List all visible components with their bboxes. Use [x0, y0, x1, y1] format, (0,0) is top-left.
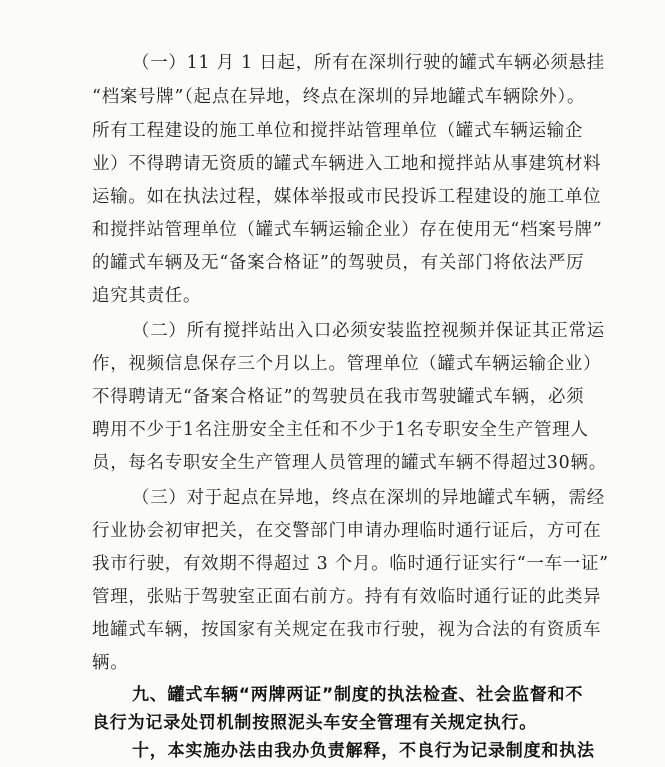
section-10-line-1: 十，本实施办法由我办负责解释，不良行为记录制度和执法	[132, 741, 595, 761]
paragraph-2-line-4: 聘用不少于1名注册安全主任和不少于1名专职安全生产管理人	[92, 420, 589, 440]
paragraph-1-line-5: 运输。如在执法过程，媒体举报或市民投诉工程建设的施工单位	[92, 187, 602, 207]
paragraph-3-line-6: 辆。	[92, 653, 129, 673]
paragraph-1-line-6: 和搅拌站管理单位（罐式车辆运输企业）存在使用无“档案号牌”	[92, 220, 603, 240]
paragraph-1-line-3: 所有工程建设的施工单位和搅拌站管理单位（罐式车辆运输企	[92, 121, 584, 141]
paragraph-3-line-4: 管理，张贴于驾驶室正面右前方。持有有效临时通行证的此类异	[92, 587, 602, 607]
section-9-line-2: 良行为记录处罚机制按照泥头车安全管理有关规定执行。	[92, 713, 537, 733]
paragraph-3-line-2: 行业协会初审把关，在交警部门申请办理临时通行证后，方可在	[92, 521, 602, 541]
paragraph-1-line-8: 追究其责任。	[92, 286, 202, 306]
paragraph-1-line-7: 的罐式车辆及无“备案合格证”的驾驶员，有关部门将依法严厉	[92, 253, 585, 273]
paragraph-2-line-3: 不得聘请无“备案合格证”的驾驶员在我市驾驶罐式车辆，必须	[92, 387, 585, 407]
paragraph-2-line-1: （二）所有搅拌站出入口必须安装监控视频并保证其正常运	[132, 321, 605, 341]
paragraph-1-line-2: “档案号牌”（起点在异地，终点在深圳的异地罐式车辆除外）。	[92, 87, 586, 107]
paragraph-1-line-4: 业）不得聘请无资质的罐式车辆进入工地和搅拌站从事建筑材料	[92, 154, 602, 174]
paragraph-3-line-5: 地罐式车辆，按国家有关规定在我市行驶，视为合法的有资质车	[92, 620, 602, 640]
section-9-line-1: 九、罐式车辆“两牌两证”制度的执法检查、社会监督和不	[132, 685, 584, 705]
paragraph-1-line-1: （一）11 月 1 日起，所有在深圳行驶的罐式车辆必须悬挂	[132, 53, 605, 73]
paragraph-2-line-2: 作，视频信息保存三个月以上。管理单位（罐式车辆运输企业）	[92, 354, 602, 374]
paragraph-3-line-3: 我市行驶，有效期不得超过 3 个月。临时通行证实行“一车一证”	[92, 554, 609, 574]
paragraph-3-line-1: （三）对于起点在异地，终点在深圳的异地罐式车辆，需经	[132, 488, 605, 508]
paragraph-2-line-5: 员，每名专职安全生产管理人员管理的罐式车辆不得超过30辆。	[92, 453, 607, 473]
